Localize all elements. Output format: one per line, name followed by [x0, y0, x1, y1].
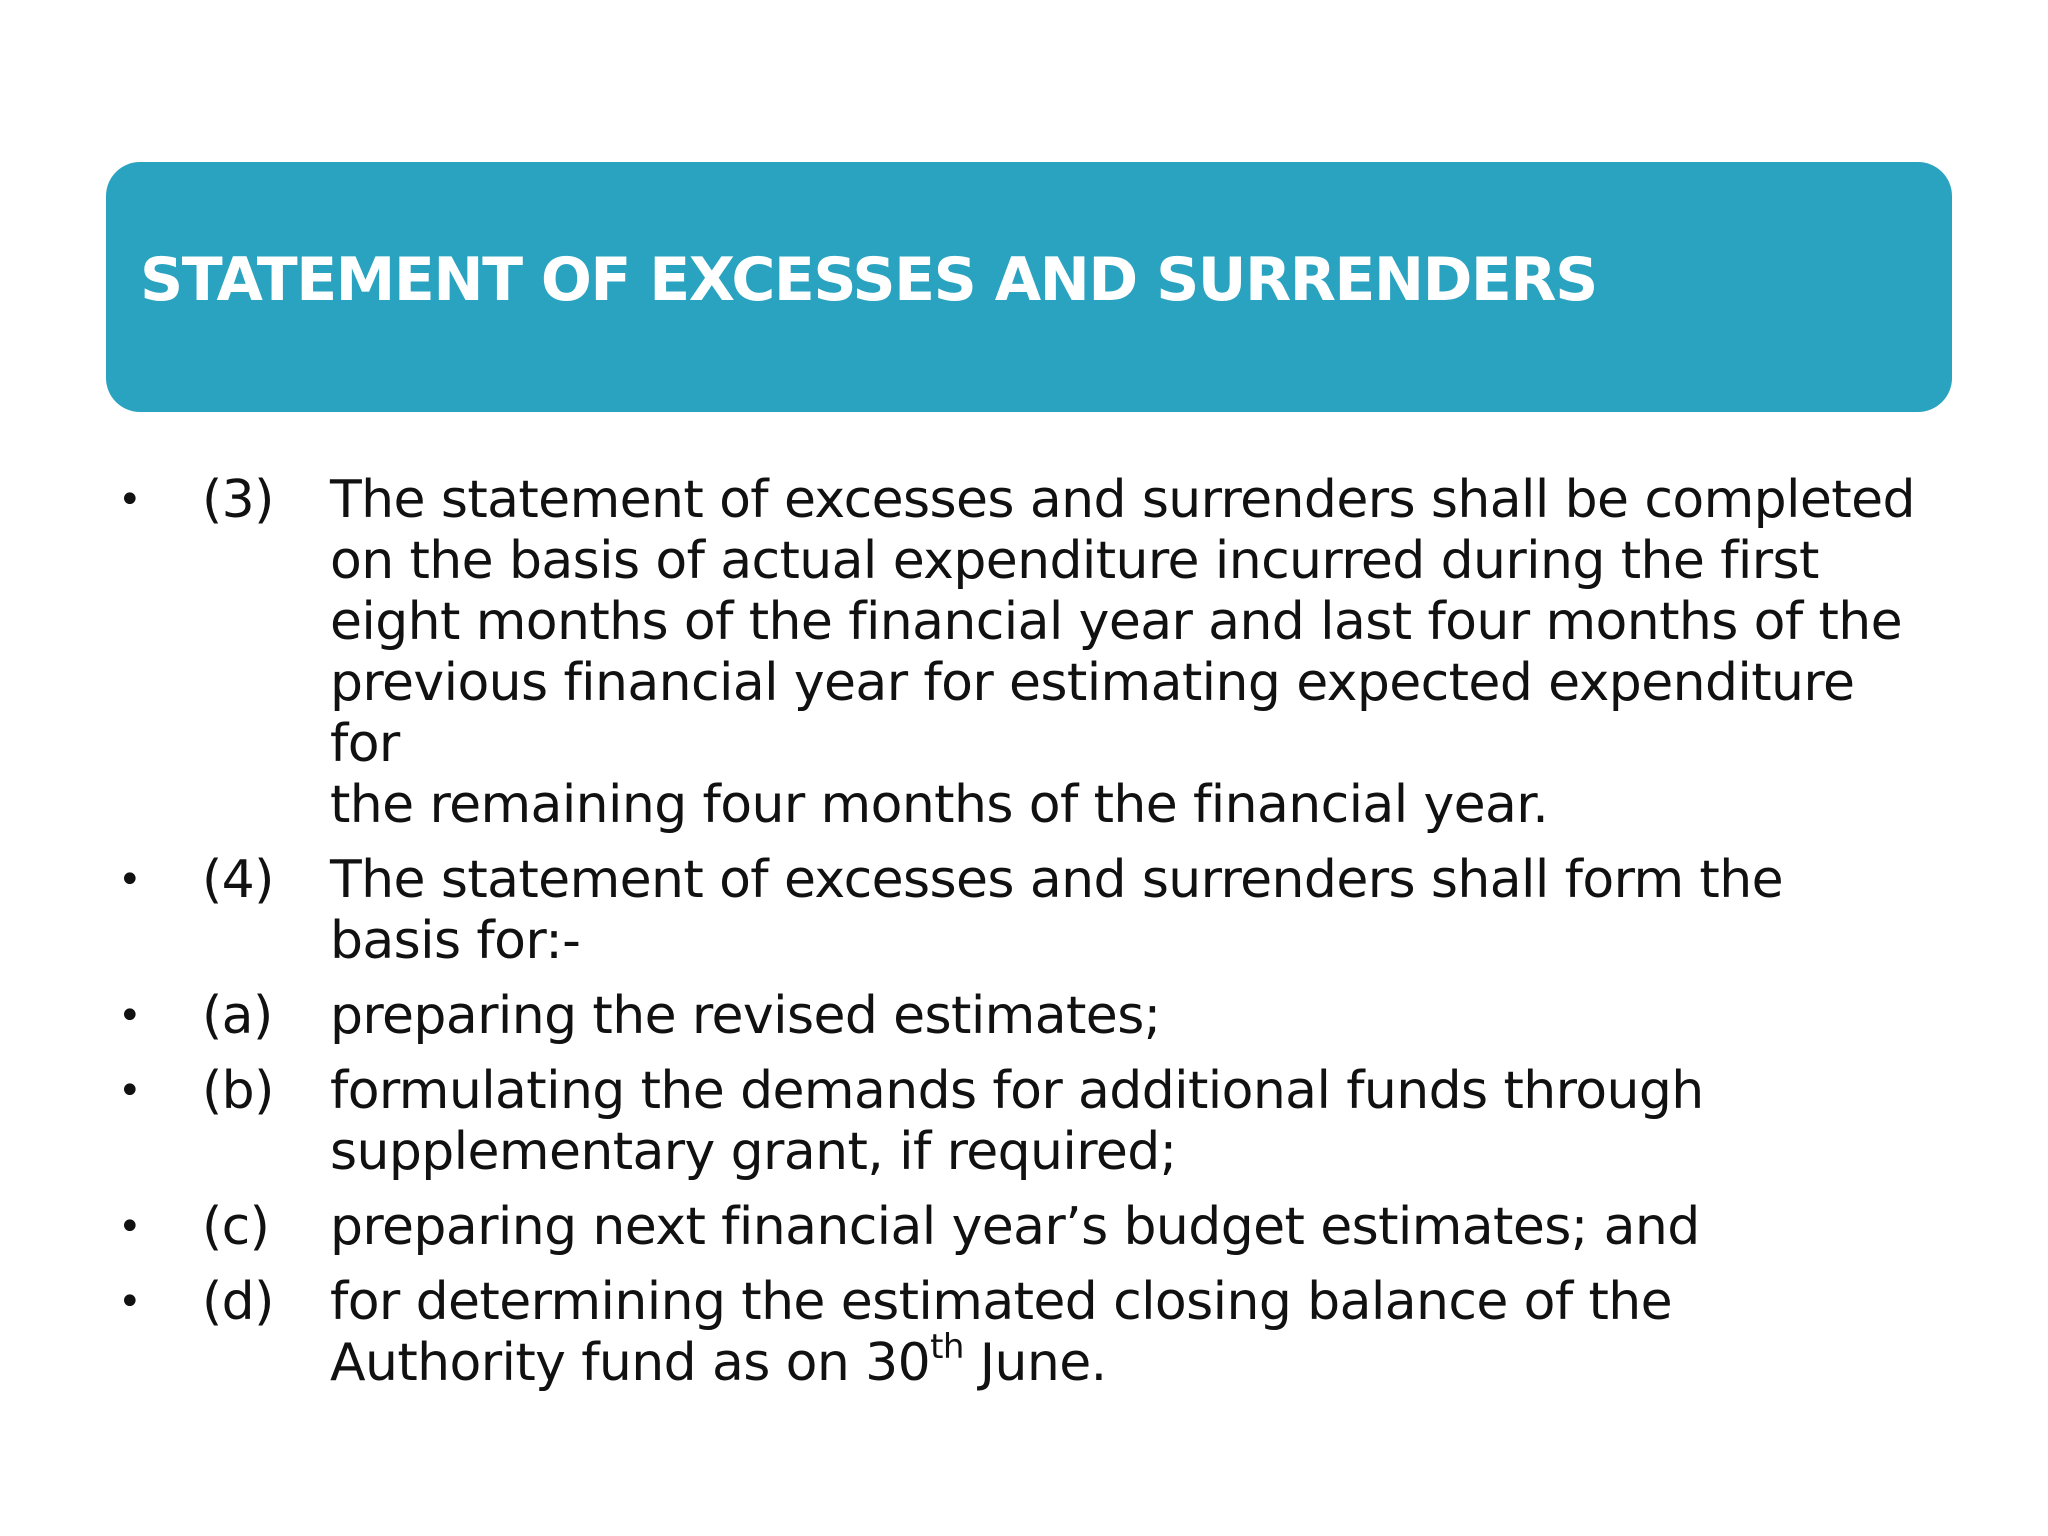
list-item-c — [118, 1197, 1938, 1258]
item-number: (4) — [202, 850, 274, 910]
item-text: preparing the revised estimates; — [330, 986, 1161, 1046]
bullet-icon: • — [118, 993, 141, 1039]
bullet-icon: • — [118, 857, 141, 903]
bullet-list — [118, 470, 1938, 1408]
item-text: formulating the demands for additional funds through supplementary grant, if required; — [330, 1061, 1704, 1182]
bullet-icon: • — [118, 1279, 141, 1325]
title-banner — [106, 162, 1952, 412]
bullet-icon: • — [118, 1068, 141, 1114]
item-number: (3) — [202, 470, 274, 530]
bullet-icon: • — [118, 477, 141, 523]
list-item-a — [118, 986, 1938, 1047]
item-number: (b) — [202, 1061, 274, 1121]
item-text: The statement of excesses and surrenders shall be completed on the basis of actual expenditure incurred during the first eight months of the financial year and last four months of the previous financial year for estimating expected expenditure for the remaining four months of the financial year. — [330, 470, 1915, 835]
slide-title: STATEMENT OF EXCESSES AND SURRENDERS — [140, 245, 1597, 315]
ordinal-suffix: th — [930, 1327, 964, 1367]
item-text-end: June. — [963, 1333, 1107, 1393]
item-text-main: for determining the estimated closing balance of the Authority fund as on 30 — [330, 1272, 1673, 1393]
item-number: (d) — [202, 1272, 274, 1332]
list-item-b — [118, 1061, 1938, 1183]
item-text — [330, 1272, 1938, 1394]
item-number: (c) — [202, 1197, 270, 1257]
item-text: The statement of excesses and surrenders shall form the basis for:- — [330, 850, 1783, 971]
list-item-4 — [118, 850, 1938, 972]
item-text: preparing next financial year’s budget estimates; and — [330, 1197, 1700, 1257]
list-item-d — [118, 1272, 1938, 1394]
list-item-3 — [118, 470, 1938, 836]
item-number: (a) — [202, 986, 273, 1046]
bullet-icon: • — [118, 1204, 141, 1250]
